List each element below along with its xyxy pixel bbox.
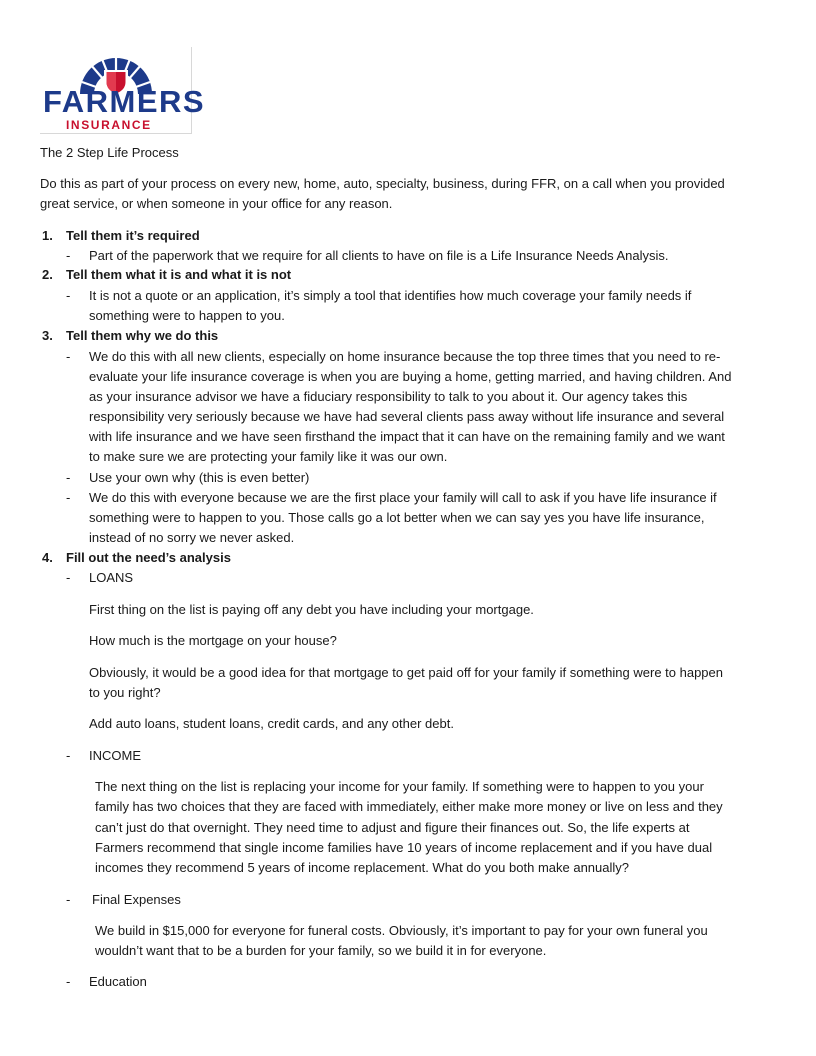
income-line-3: can’t just do that overnight. They need time to adjust and figure their finances out. So, the life experts at xyxy=(95,820,690,835)
step-3-bullet-1-line-3: as your insurance advisor we have a fiduciary responsibility to talk to you about it. Our agency takes this xyxy=(89,389,688,404)
document-title: The 2 Step Life Process xyxy=(40,145,179,160)
step-3-bullet-1-line-2: evaluate your life insurance coverage is when you are buying a home, getting married, and having children. And xyxy=(89,369,732,384)
final-expenses-line-2: wouldn’t want that to be a burden for your family, so we build it in for everyone. xyxy=(95,943,547,958)
intro-line-2: great service, or when someone in your office for any reason. xyxy=(40,196,393,211)
step-1-bullet-1: Part of the paperwork that we require for all clients to have on file is a Life Insurance Needs Analysis. xyxy=(89,248,669,263)
final-expenses-line-1: We build in $15,000 for everyone for funeral costs. Obviously, it’s important to pay for your own funeral you xyxy=(95,923,708,938)
income-line-1: The next thing on the list is replacing your income for your family. If something were to happen to you your xyxy=(95,779,704,794)
step-3-bullet-2: Use your own why (this is even better) xyxy=(89,470,310,485)
loans-label: LOANS xyxy=(89,570,134,585)
education-label: Education xyxy=(89,974,147,989)
step-3-bullet-1-line-1: We do this with all new clients, especially on home insurance because the top three times that you need to re- xyxy=(89,349,721,364)
bullet-dash: - xyxy=(66,974,71,989)
final-expenses-label: Final Expenses xyxy=(92,892,181,907)
intro-line-1: Do this as part of your process on every new, home, auto, specialty, business, during FFR, on a call when you provided xyxy=(40,176,725,191)
bullet-dash: - xyxy=(66,748,71,763)
step-4-heading: Fill out the need’s analysis xyxy=(66,550,231,565)
step-2-bullet-1-line-2: something were to happen to you. xyxy=(89,308,285,323)
bullet-dash: - xyxy=(66,288,71,303)
bullet-dash: - xyxy=(66,892,71,907)
bullet-dash: - xyxy=(66,470,71,485)
step-3-heading: Tell them why we do this xyxy=(66,328,219,343)
bullet-dash: - xyxy=(66,248,71,263)
step-2-heading: Tell them what it is and what it is not xyxy=(66,267,292,282)
farmers-logo xyxy=(40,47,206,134)
step-2-number: 2. xyxy=(42,267,53,282)
loans-paragraph-4: Add auto loans, student loans, credit cards, and any other debt. xyxy=(89,716,454,731)
step-3-bullet-3-line-2: something were to happen to you. Those calls go a lot better when we can say yes you have life insurance, xyxy=(89,510,705,525)
loans-paragraph-3-line-1: Obviously, it would be a good idea for that mortgage to get paid off for your family if something were to happen xyxy=(89,665,723,680)
step-3-bullet-3-line-1: We do this with everyone because we are the first place your family will call to ask if you have life insurance if xyxy=(89,490,717,505)
income-line-2: family has two choices that they are faced with immediately, either make more money or live on less and they xyxy=(95,799,723,814)
loans-paragraph-1: First thing on the list is paying off any debt you have including your mortgage. xyxy=(89,602,534,617)
step-3-bullet-1-line-6: to make sure we are protecting your family like it was our own. xyxy=(89,449,448,464)
step-4-number: 4. xyxy=(42,550,53,565)
step-3-number: 3. xyxy=(42,328,53,343)
step-1-number: 1. xyxy=(42,228,53,243)
loans-paragraph-3-line-2: to you right? xyxy=(89,685,161,700)
loans-paragraph-2: How much is the mortgage on your house? xyxy=(89,633,337,648)
bullet-dash: - xyxy=(66,490,71,505)
step-1-heading: Tell them it’s required xyxy=(66,228,200,243)
bullet-dash: - xyxy=(66,349,71,364)
step-2-bullet-1-line-1: It is not a quote or an application, it’s simply a tool that identifies how much coverage your family needs if xyxy=(89,288,692,303)
step-3-bullet-1-line-5: with life insurance and we have seen firsthand the impact that it can have on the remaining family and we want xyxy=(89,429,725,444)
income-line-4: Farmers recommend that single income families have 10 years of income replacement and if you have dual xyxy=(95,840,713,855)
income-line-5: incomes they recommend 5 years of income replacement. What do you both make annually? xyxy=(95,860,629,875)
income-label: INCOME xyxy=(89,748,141,763)
logo-subtitle: INSURANCE xyxy=(66,118,152,132)
logo-wordmark: FARMERS xyxy=(43,84,206,119)
step-3-bullet-3-line-3: instead of no sorry we never asked. xyxy=(89,530,295,545)
bullet-dash: - xyxy=(66,570,71,585)
step-3-bullet-1-line-4: responsibility very seriously because we have had several clients pass away without life insurance and several xyxy=(89,409,725,424)
